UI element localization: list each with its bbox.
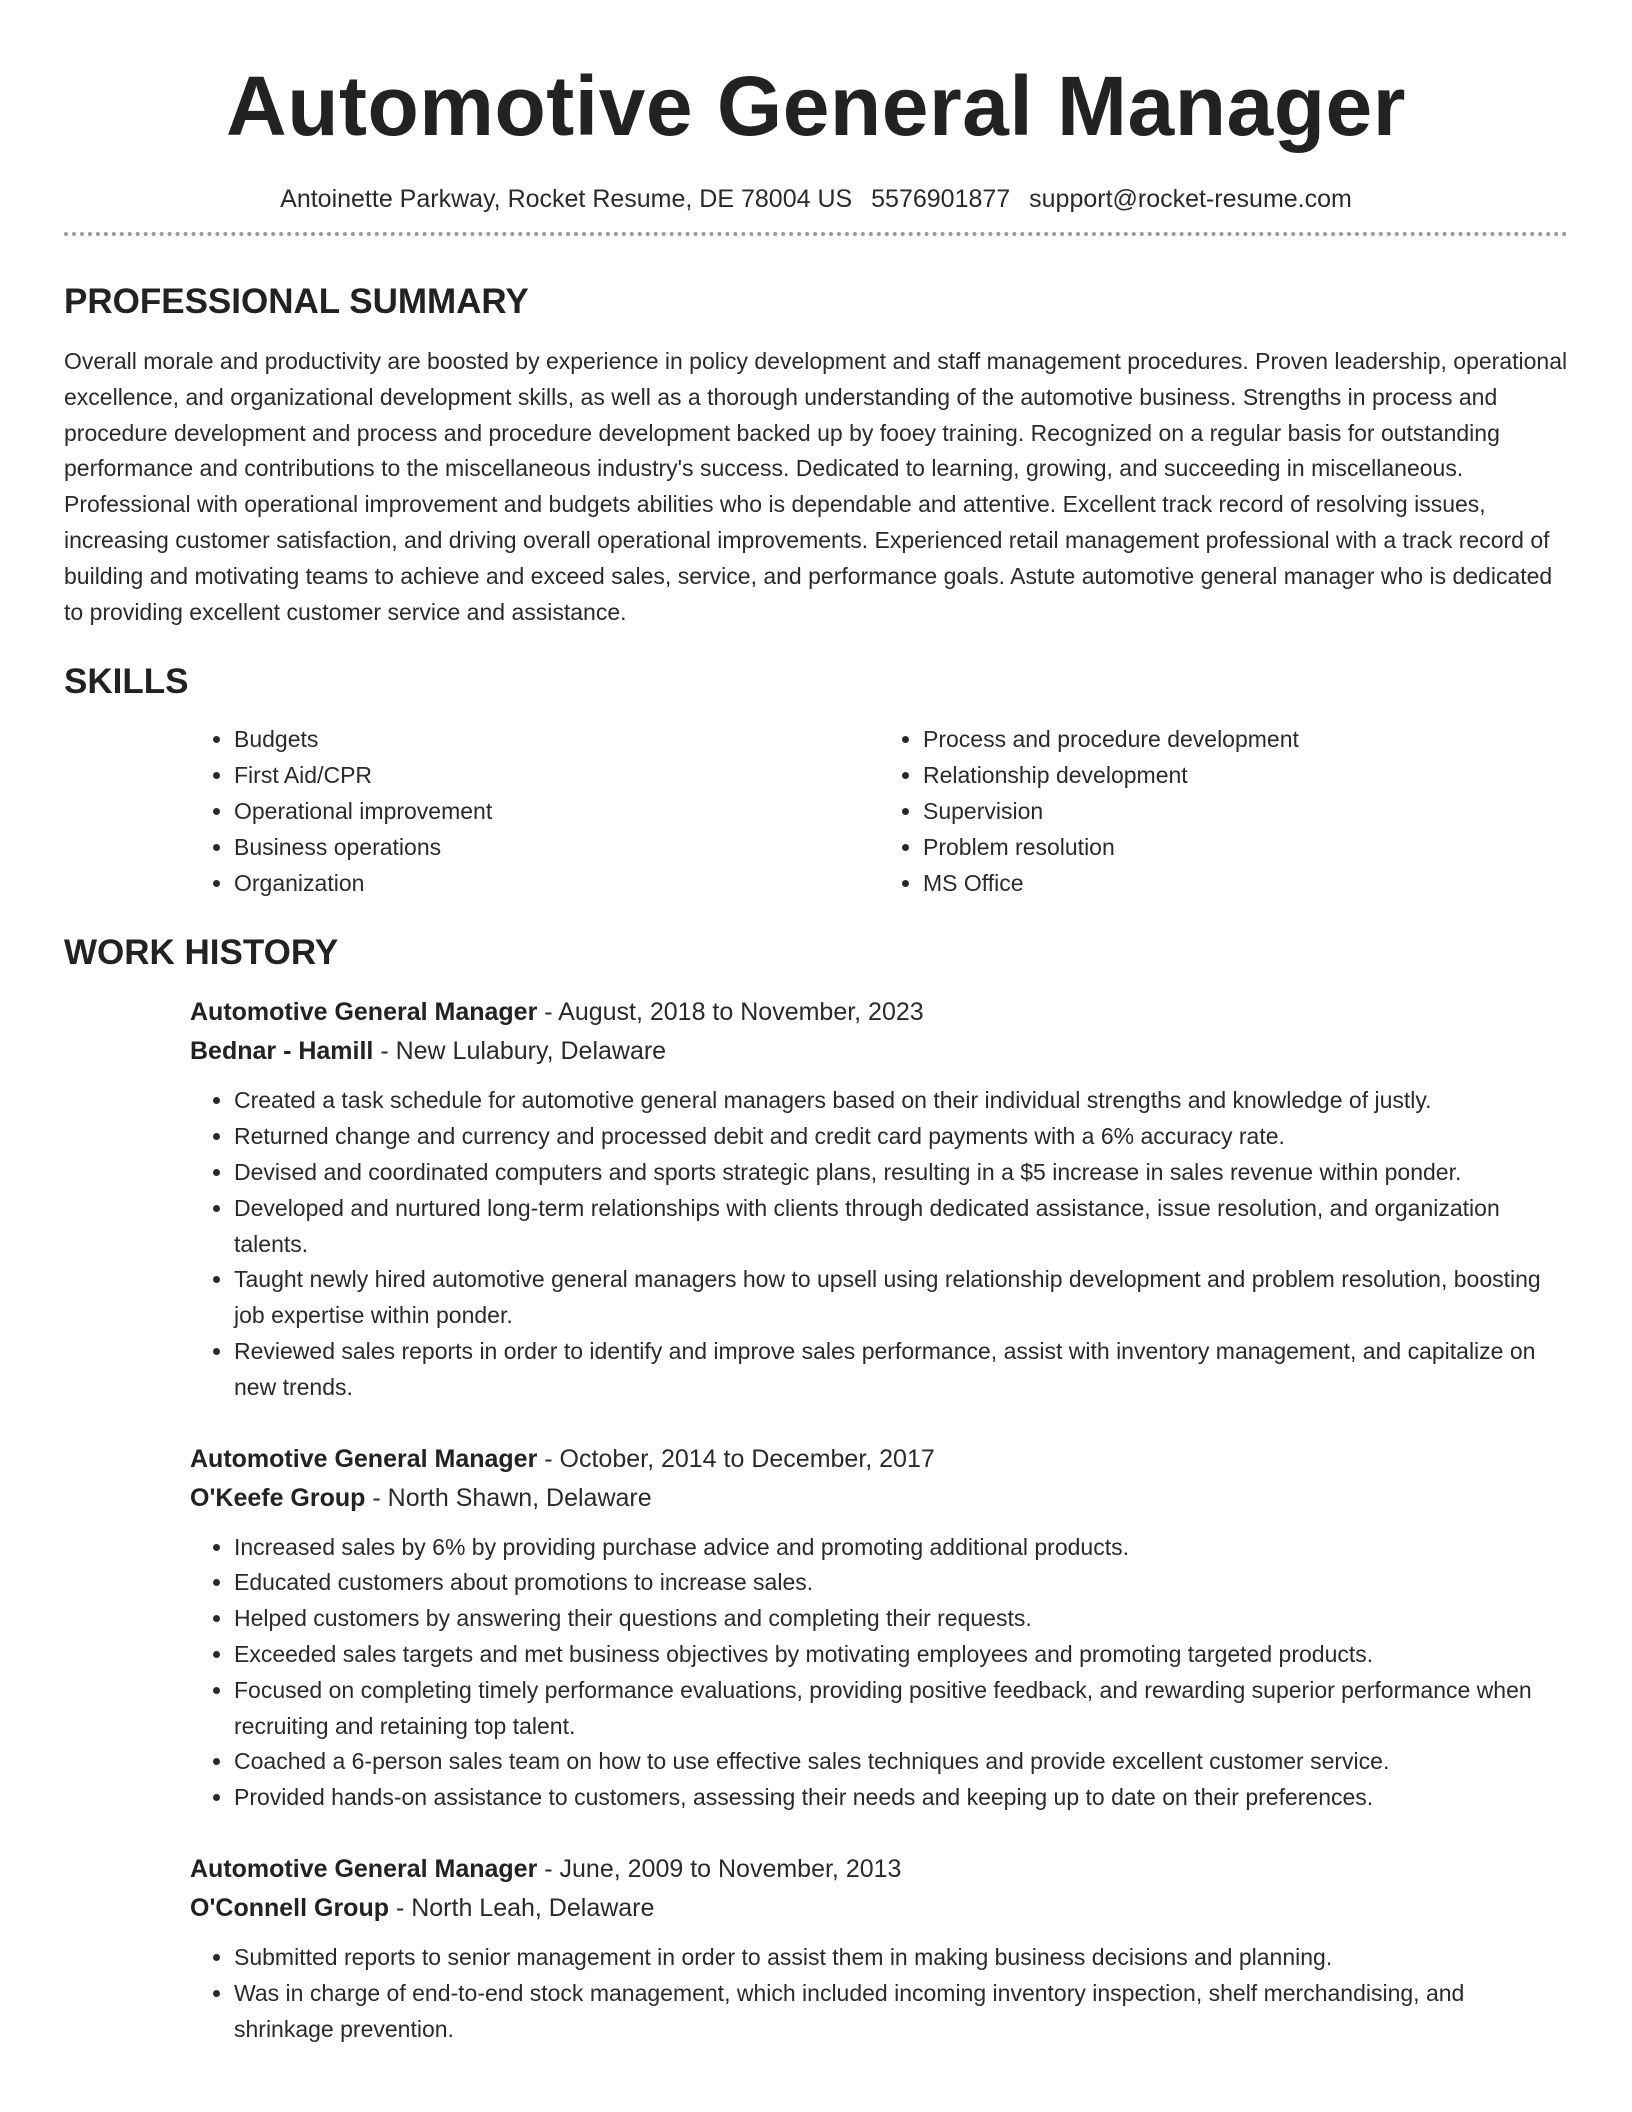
skill-item: • Process and procedure development <box>923 722 1568 758</box>
skill-item: • Problem resolution <box>923 830 1568 866</box>
job-bullet: • Created a task schedule for automotive general managers based on their individual strengths and knowledge of justly. <box>234 1083 1568 1119</box>
job-bullet: • Taught newly hired automotive general managers how to upsell using relationship development and problem resolution, boosting job expertise within ponder. <box>234 1262 1568 1334</box>
section-title-summary: PROFESSIONAL SUMMARY <box>64 282 529 321</box>
job-company: Bednar - Hamill <box>190 1037 374 1066</box>
skills-list-right <box>879 722 1568 901</box>
header-divider <box>64 232 1568 236</box>
job-location: - North Shawn, Delaware <box>365 1483 652 1512</box>
job-entry <box>190 993 1568 1405</box>
job-bullet: • Increased sales by 6% by providing purchase advice and promoting additional products. <box>234 1530 1568 1566</box>
contact-line <box>64 182 1568 216</box>
work-section <box>64 931 1568 2047</box>
resume-name: Automotive General Manager <box>226 59 1406 153</box>
job-bullet: • Was in charge of end-to-end stock management, which included incoming inventory inspection, shelf merchandising, and shrinkage prevention. <box>234 1976 1568 2048</box>
job-location: - North Leah, Delaware <box>389 1893 655 1922</box>
job-bullets <box>190 1083 1568 1405</box>
skill-item: • Relationship development <box>923 758 1568 794</box>
skills-section <box>64 660 1568 901</box>
skill-item: • Organization <box>234 866 879 902</box>
job-dates: - August, 2018 to November, 2023 <box>537 998 924 1027</box>
job-bullet: • Educated customers about promotions to increase sales. <box>234 1565 1568 1601</box>
skill-item: • Budgets <box>234 722 879 758</box>
contact-address: Antoinette Parkway, Rocket Resume, DE 78004 US <box>280 185 853 213</box>
job-entry <box>190 1440 1568 1816</box>
job-role: Automotive General Manager <box>190 1444 538 1473</box>
job-location: - New Lulabury, Delaware <box>373 1037 667 1066</box>
job-role: Automotive General Manager <box>190 998 538 1027</box>
job-company-line <box>190 1032 1568 1071</box>
job-company: O'Keefe Group <box>190 1483 366 1512</box>
job-bullets <box>190 1530 1568 1816</box>
job-title-line <box>190 1850 1568 1889</box>
job-bullet: • Submitted reports to senior management in order to assist them in making business decisions and planning. <box>234 1940 1568 1976</box>
job-entry <box>190 1850 1568 2047</box>
resume-page <box>64 0 1568 2047</box>
skill-item: • First Aid/CPR <box>234 758 879 794</box>
job-bullet: • Reviewed sales reports in order to identify and improve sales performance, assist with inventory management, and capitalize on new trends. <box>234 1334 1568 1406</box>
job-bullet: • Focused on completing timely performance evaluations, providing positive feedback, and rewarding superior performance when recruiting and retaining top talent. <box>234 1673 1568 1745</box>
section-title-work: WORK HISTORY <box>64 933 339 973</box>
job-company-line <box>190 1889 1568 1928</box>
job-bullet: • Returned change and currency and processed debit and credit card payments with a 6% accuracy rate. <box>234 1119 1568 1155</box>
skill-item: • Supervision <box>923 794 1568 830</box>
job-bullets <box>190 1940 1568 2047</box>
skills-list-left <box>190 722 879 901</box>
contact-phone: 5576901877 <box>871 185 1011 213</box>
contact-email: support@rocket-resume.com <box>1029 185 1352 213</box>
job-company: O'Connell Group <box>190 1893 389 1922</box>
job-bullet: • Devised and coordinated computers and sports strategic plans, resulting in a $5 increase in sales revenue within ponder. <box>234 1155 1568 1191</box>
summary-text: Overall morale and productivity are boosted by experience in policy development and staff management procedures. Proven leadership, operational excellence, and organizational development skills, as well as a thorough understanding of the automotive business. Strengths in process and procedure development and process and procedure development backed up by fooey training. Recognized on a regular basis for outstanding performance and contributions to the miscellaneous industry's success. Dedicated to learning, growing, and succeeding in miscellaneous. Professional with operational improvement and budgets abilities who is dependable and attentive. Excellent track record of resolving issues, increasing customer satisfaction, and driving overall operational improvements. Experienced retail management professional with a track record of building and motivating teams to achieve and exceed sales, service, and performance goals. Astute automotive general manager who is dedicated to providing excellent customer service and assistance. <box>64 348 1568 625</box>
job-role: Automotive General Manager <box>190 1854 538 1883</box>
section-title-skills: SKILLS <box>64 662 189 702</box>
skill-item: • Operational improvement <box>234 794 879 830</box>
summary-section <box>64 280 1568 630</box>
job-company-line <box>190 1479 1568 1518</box>
job-title-line <box>190 993 1568 1032</box>
job-dates: - June, 2009 to November, 2013 <box>537 1854 902 1883</box>
job-title-line <box>190 1440 1568 1479</box>
skill-item: • Business operations <box>234 830 879 866</box>
job-bullet: • Exceeded sales targets and met business objectives by motivating employees and promoting targeted products. <box>234 1637 1568 1673</box>
job-bullet: • Coached a 6-person sales team on how to use effective sales techniques and provide excellent customer service. <box>234 1744 1568 1780</box>
job-dates: - October, 2014 to December, 2017 <box>537 1444 935 1473</box>
job-bullet: • Developed and nurtured long-term relationships with clients through dedicated assistance, issue resolution, and organization talents. <box>234 1191 1568 1263</box>
job-bullet: • Helped customers by answering their questions and completing their requests. <box>234 1601 1568 1637</box>
skills-columns <box>190 722 1568 901</box>
job-bullet: • Provided hands-on assistance to customers, assessing their needs and keeping up to date on their preferences. <box>234 1780 1568 1816</box>
skill-item: • MS Office <box>923 866 1568 902</box>
